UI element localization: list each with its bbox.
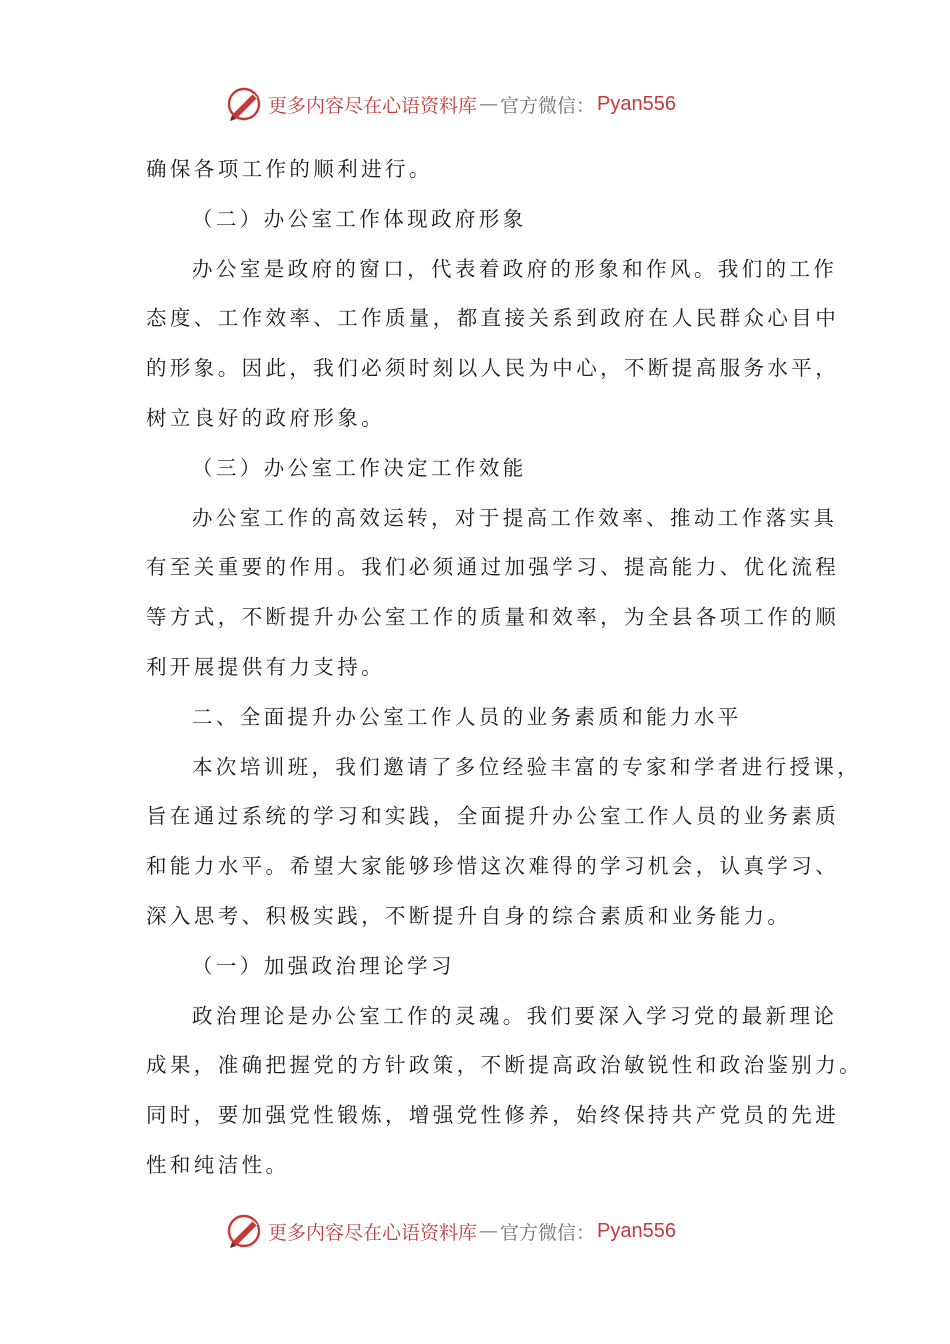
text-line: 的形象。因此，我们必须时刻以人民为中心，不断提高服务水平， <box>146 356 840 381</box>
text-line: 旨在通过系统的学习和实践，全面提升办公室工作人员的业务素质 <box>146 804 840 829</box>
section-heading: 二、全面提升办公室工作人员的业务素质和能力水平 <box>192 704 742 729</box>
watermark-title: 更多内容尽在心语资料库 <box>268 1221 478 1244</box>
section-heading: （一）加强政治理论学习 <box>192 953 455 978</box>
text-line: 同时，要加强党性锻炼，增强党性修养，始终保持共产党员的先进 <box>146 1103 840 1128</box>
footer-watermark <box>226 1211 746 1251</box>
pen-logo-icon <box>226 86 262 122</box>
watermark-wechat-id: Pyan556 <box>597 1219 676 1242</box>
text-line: 利开展提供有力支持。 <box>146 654 385 679</box>
text-line: 确保各项工作的顺利进行。 <box>146 157 433 181</box>
text-line: 办公室工作的高效运转，对于提高工作效率、推动工作落实具 <box>192 505 838 530</box>
text-line: 有至关重要的作用。我们必须通过加强学习、提高能力、优化流程 <box>146 555 840 580</box>
pen-logo-icon <box>226 1213 262 1249</box>
text-line: 本次培训班，我们邀请了多位经验丰富的专家和学者进行授课， <box>192 754 862 779</box>
section-heading: （三）办公室工作决定工作效能 <box>192 455 527 480</box>
text-line: 等方式，不断提升办公室工作的质量和效率，为全县各项工作的顺 <box>146 605 840 630</box>
document-body <box>146 145 863 1191</box>
text-line: 成果，准确把握党的方针政策，不断提高政治敏锐性和政治鉴别力。 <box>146 1053 863 1078</box>
text-line: 深入思考、积极实践，不断提升自身的综合素质和业务能力。 <box>146 903 792 928</box>
text-line: 办公室是政府的窗口，代表着政府的形象和作风。我们的工作 <box>192 256 838 281</box>
section-heading: （二）办公室工作体现政府形象 <box>192 206 527 231</box>
watermark-wechat-id: Pyan556 <box>597 92 676 115</box>
watermark-dash: — <box>479 1220 499 1242</box>
text-line: 和能力水平。希望大家能够珍惜这次难得的学习机会，认真学习、 <box>146 854 840 879</box>
watermark-dash: — <box>479 93 499 115</box>
text-line: 态度、工作效率、工作质量，都直接关系到政府在人民群众心目中 <box>146 306 840 331</box>
watermark-wechat-label: 官方微信： <box>500 94 596 117</box>
watermark-wechat-label: 官方微信： <box>500 1221 596 1244</box>
text-line: 政治理论是办公室工作的灵魂。我们要深入学习党的最新理论 <box>192 1003 838 1028</box>
text-line: 树立良好的政府形象。 <box>146 405 385 430</box>
header-watermark <box>226 84 746 124</box>
text-line: 性和纯洁性。 <box>146 1152 290 1177</box>
watermark-title: 更多内容尽在心语资料库 <box>268 94 478 117</box>
